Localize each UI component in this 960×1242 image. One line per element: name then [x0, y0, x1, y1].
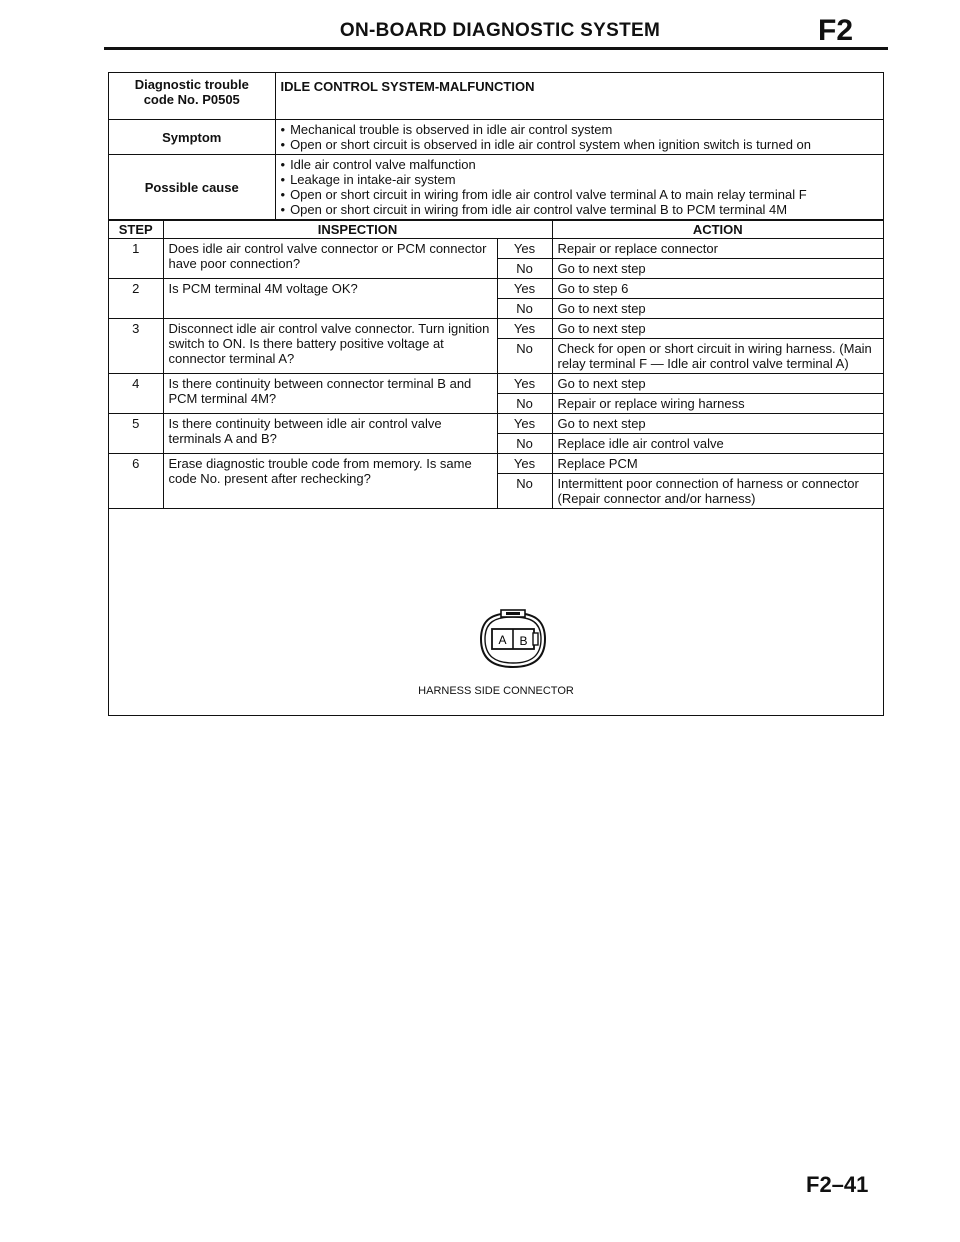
dtc-label	[109, 73, 275, 120]
dtc-row	[109, 73, 883, 120]
step-yes-label: Yes	[497, 279, 552, 299]
step-no-action: Intermittent poor connection of harness or connector (Repair connector and/or harness)	[552, 474, 883, 509]
step-inspection: Is there continuity between idle air control valve terminals A and B?	[163, 414, 497, 454]
connector-diagram	[109, 573, 883, 715]
step-no-label: No	[497, 394, 552, 414]
step-row	[109, 454, 883, 474]
step-no-action: Replace idle air control valve	[552, 434, 883, 454]
step-header: STEP	[109, 221, 163, 239]
action-header: ACTION	[552, 221, 883, 239]
step-yes-action: Go to step 6	[552, 279, 883, 299]
symptom-item: • Open or short circuit is observed in idle air control system when ignition switch is turned on	[281, 137, 879, 152]
diagnostic-frame	[108, 72, 884, 716]
step-no-action: Go to next step	[552, 299, 883, 319]
cause-item: • Idle air control valve malfunction	[281, 157, 879, 172]
step-number: 6	[109, 454, 163, 509]
header-rule	[104, 47, 888, 50]
step-number: 2	[109, 279, 163, 319]
step-row	[109, 414, 883, 434]
step-yes-label: Yes	[497, 239, 552, 259]
harness-connector-icon	[475, 607, 551, 673]
cause-item: • Open or short circuit in wiring from idle air control valve terminal B to PCM terminal 4M	[281, 202, 879, 217]
cause-row	[109, 155, 883, 220]
step-inspection: Disconnect idle air control valve connector. Turn ignition switch to ON. Is there battery positive voltage at connector terminal A?	[163, 319, 497, 374]
step-yes-action: Go to next step	[552, 319, 883, 339]
page-number: F2–41	[806, 1172, 869, 1197]
steps-header-row	[109, 221, 883, 239]
step-number: 3	[109, 319, 163, 374]
step-no-action: Check for open or short circuit in wiring harness. (Main relay terminal F — Idle air control valve terminal A)	[552, 339, 883, 374]
step-no-label: No	[497, 474, 552, 509]
cause-item: • Leakage in intake-air system	[281, 172, 879, 187]
inspection-steps-table	[109, 220, 883, 509]
step-yes-label: Yes	[497, 414, 552, 434]
step-inspection: Is PCM terminal 4M voltage OK?	[163, 279, 497, 319]
step-yes-action: Repair or replace connector	[552, 239, 883, 259]
step-yes-action: Replace PCM	[552, 454, 883, 474]
step-yes-label: Yes	[497, 374, 552, 394]
step-number: 1	[109, 239, 163, 279]
steps-body	[109, 239, 883, 509]
step-number: 4	[109, 374, 163, 414]
step-inspection: Is there continuity between connector terminal B and PCM terminal 4M?	[163, 374, 497, 414]
symptom-item: • Mechanical trouble is observed in idle air control system	[281, 122, 879, 137]
page-header-title: ON-BOARD DIAGNOSTIC SYSTEM	[339, 20, 661, 41]
step-no-label: No	[497, 259, 552, 279]
cause-value	[275, 155, 883, 220]
step-no-action: Repair or replace wiring harness	[552, 394, 883, 414]
step-yes-label: Yes	[497, 454, 552, 474]
step-no-label: No	[497, 339, 552, 374]
step-yes-action: Go to next step	[552, 414, 883, 434]
step-inspection: Erase diagnostic trouble code from memory. Is same code No. present after rechecking?	[163, 454, 497, 509]
symptom-row	[109, 120, 883, 155]
section-code: F2	[818, 14, 854, 47]
step-inspection: Does idle air control valve connector or PCM connector have poor connection?	[163, 239, 497, 279]
step-row	[109, 319, 883, 339]
symptom-value	[275, 120, 883, 155]
pin-a-label: A	[498, 633, 507, 647]
connector-caption: HARNESS SIDE CONNECTOR	[418, 685, 574, 697]
step-number: 5	[109, 414, 163, 454]
step-row	[109, 239, 883, 259]
symptom-label: Symptom	[109, 120, 275, 155]
dtc-label-line1: Diagnostic trouble	[134, 77, 249, 92]
cause-list	[281, 157, 879, 217]
step-yes-action: Go to next step	[552, 374, 883, 394]
step-yes-label: Yes	[497, 319, 552, 339]
dtc-value: IDLE CONTROL SYSTEM-MALFUNCTION	[275, 73, 883, 120]
step-no-label: No	[497, 434, 552, 454]
step-no-action: Go to next step	[552, 259, 883, 279]
dtc-info-table	[109, 73, 883, 220]
step-row	[109, 374, 883, 394]
cause-item: • Open or short circuit in wiring from idle air control valve terminal A to main relay terminal F	[281, 187, 879, 202]
dtc-label-line2: code No. P0505	[143, 92, 240, 107]
cause-label: Possible cause	[109, 155, 275, 220]
step-row	[109, 279, 883, 299]
symptom-list	[281, 122, 879, 152]
inspection-header: INSPECTION	[163, 221, 552, 239]
pin-b-label: B	[519, 634, 528, 648]
step-no-label: No	[497, 299, 552, 319]
